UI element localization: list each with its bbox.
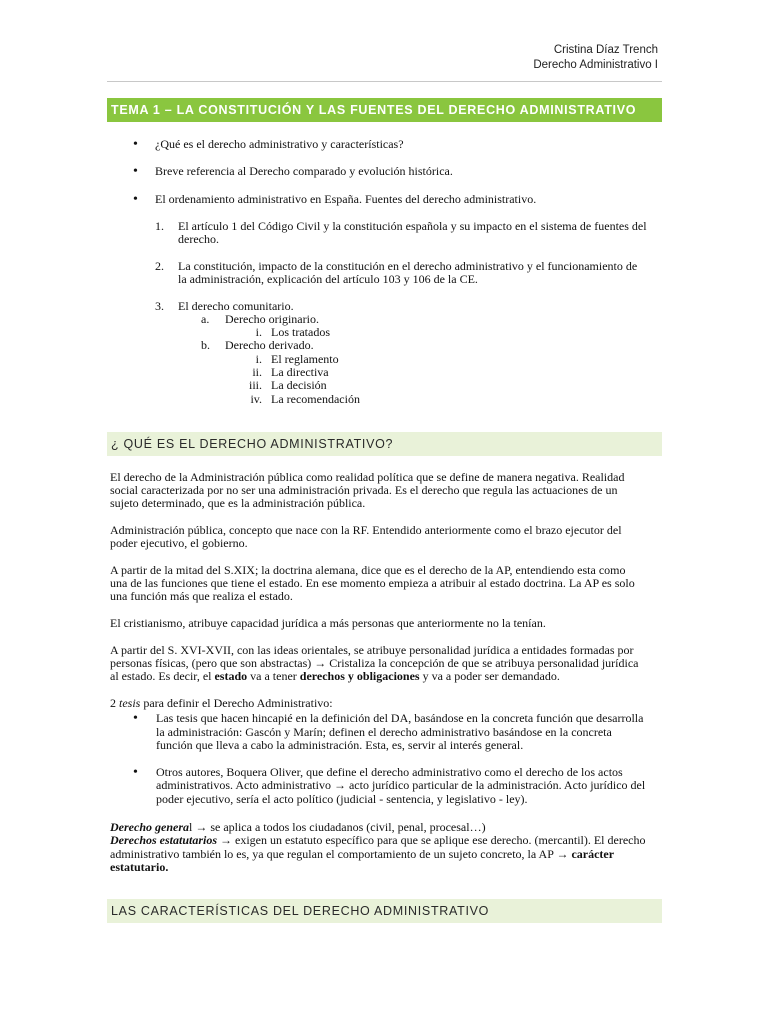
paragraph-line: una de las funciones que tiene el estado. En ese momento empieza a atribuir al estado doctrina. La AP es solo bbox=[110, 576, 635, 590]
author-name: Cristina Díaz Trench bbox=[553, 44, 658, 56]
list-roman: iii. bbox=[248, 378, 262, 392]
bullet-icon bbox=[133, 193, 138, 207]
list-roman: ii. bbox=[252, 365, 262, 379]
term-derecho-general: Derecho genera bbox=[110, 820, 189, 834]
section-title-caracteristicas: LAS CARACTERÍSTICAS DEL DERECHO ADMINISTRATIVO bbox=[107, 899, 662, 923]
sub-sub-item: Los tratados bbox=[271, 325, 330, 339]
bullet-icon bbox=[133, 766, 138, 780]
bullet-line: administrativos. Acto administrativo → acto jurídico particular de la administración. Acto jurídico del bbox=[156, 778, 646, 792]
sub-item: Derecho originario. bbox=[225, 312, 319, 326]
term-derechos-estatutarios: Derechos estatutarios bbox=[110, 833, 218, 847]
topic-item: Breve referencia al Derecho comparado y evolución histórica. bbox=[155, 164, 453, 178]
paragraph-line: social caracterizada por no ser una administración privada. Es el derecho que regula las actuaciones de un bbox=[110, 483, 618, 497]
numbered-item-line: La constitución, impacto de la constitución en el derecho administrativo y el funcionamiento de bbox=[178, 259, 638, 273]
sub-sub-item: El reglamento bbox=[271, 352, 339, 366]
paragraph-line: A partir de la mitad del S.XIX; la doctrina alemana, dice que es el derecho de la AP, entendiendo esta como bbox=[110, 563, 626, 577]
list-roman: i. bbox=[255, 325, 262, 339]
bullet-line: poder ejecutivo, sería el acto político (judicial - sentencia, y legislativo - ley). bbox=[156, 792, 528, 806]
paragraph-line: personas físicas, (pero que son abstractas) → Cristaliza la concepción de que se atribuya personalidad jurídica bbox=[110, 656, 639, 670]
sub-item: Derecho derivado. bbox=[225, 338, 314, 352]
list-number: 2. bbox=[155, 259, 164, 273]
sub-sub-item: La directiva bbox=[271, 365, 329, 379]
bullet-icon bbox=[133, 165, 138, 179]
tesis-intro: 2 tesis para definir el Derecho Administrativo: bbox=[110, 696, 333, 710]
sub-sub-item: La recomendación bbox=[271, 392, 360, 406]
list-roman: i. bbox=[255, 352, 262, 366]
numbered-item-line: derecho. bbox=[178, 232, 219, 246]
paragraph-line: A partir del S. XVI-XVII, con las ideas orientales, se atribuye personalidad jurídica a entidades formadas por bbox=[110, 643, 634, 657]
bullet-line: Otros autores, Boquera Oliver, que define el derecho administrativo como el derecho de los actos bbox=[156, 765, 623, 779]
definition-general: Derecho general → se aplica a todos los ciudadanos (civil, penal, procesal…) bbox=[110, 820, 486, 834]
paragraph-line: El cristianismo, atribuye capacidad jurídica a más personas que anteriormente no la tenían. bbox=[110, 616, 546, 630]
definition-line: administrativo también lo es, ya que regulan el comportamiento de un sujeto concreto, la AP → carácter bbox=[110, 847, 615, 861]
bullet-icon bbox=[133, 138, 138, 152]
sub-sub-item: La decisión bbox=[271, 378, 327, 392]
topic-item: ¿Qué es el derecho administrativo y características? bbox=[155, 137, 404, 151]
bullet-line: Las tesis que hacen hincapié en la definición del DA, basándose en la concreta función que desarrolla bbox=[156, 711, 644, 725]
topic-item: El ordenamiento administrativo en España. Fuentes del derecho administrativo. bbox=[155, 192, 537, 206]
course-name: Derecho Administrativo I bbox=[533, 59, 658, 71]
bullet-line: función que lleva a cabo la administración. Esta, es, servir al interés general. bbox=[156, 738, 524, 752]
numbered-item-line: El derecho comunitario. bbox=[178, 299, 294, 313]
definition-line: estatutario. bbox=[110, 860, 169, 874]
header-divider bbox=[107, 81, 662, 82]
paragraph-line: al estado. Es decir, el estado va a tener derechos y obligaciones y va a poder ser demandado. bbox=[110, 669, 560, 683]
section-title-que-es: ¿ QUÉ ES EL DERECHO ADMINISTRATIVO? bbox=[107, 432, 662, 456]
bullet-line: la administración: Gascón y Marín; definen el derecho administrativo basándose en la concreta bbox=[156, 725, 612, 739]
paragraph-line: El derecho de la Administración pública como realidad política que se define de manera negativa. Realidad bbox=[110, 470, 625, 484]
paragraph-line: Administración pública, concepto que nace con la RF. Entendido anteriormente como el brazo ejecutor del bbox=[110, 523, 622, 537]
paragraph-line: una función más que realiza el estado. bbox=[110, 589, 293, 603]
page-header bbox=[533, 43, 658, 73]
bold-term: derechos y obligaciones bbox=[299, 669, 420, 683]
definition-estatutarios: Derechos estatutarios → exigen un estatuto específico para que se aplique ese derecho. (mercantil). El derecho bbox=[110, 833, 646, 847]
italic-term: tesis bbox=[119, 696, 141, 710]
paragraph-line: poder ejecutivo, el gobierno. bbox=[110, 536, 248, 550]
list-letter: a. bbox=[201, 312, 210, 326]
paragraph-line: sujeto determinado, que es la administración pública. bbox=[110, 496, 366, 510]
numbered-item-line: la administración, explicación del artículo 103 y 106 de la CE. bbox=[178, 272, 478, 286]
bold-term: carácter bbox=[571, 847, 615, 861]
list-letter: b. bbox=[201, 338, 210, 352]
bullet-icon bbox=[133, 712, 138, 726]
numbered-item-line: El artículo 1 del Código Civil y la constitución española y su impacto en el sistema de fuentes del bbox=[178, 219, 647, 233]
list-number: 3. bbox=[155, 299, 164, 313]
list-roman: iv. bbox=[250, 392, 262, 406]
list-number: 1. bbox=[155, 219, 164, 233]
section-title-tema1: TEMA 1 – LA CONSTITUCIÓN Y LAS FUENTES DEL DERECHO ADMINISTRATIVO bbox=[107, 98, 662, 122]
bold-term: estado bbox=[214, 669, 248, 683]
